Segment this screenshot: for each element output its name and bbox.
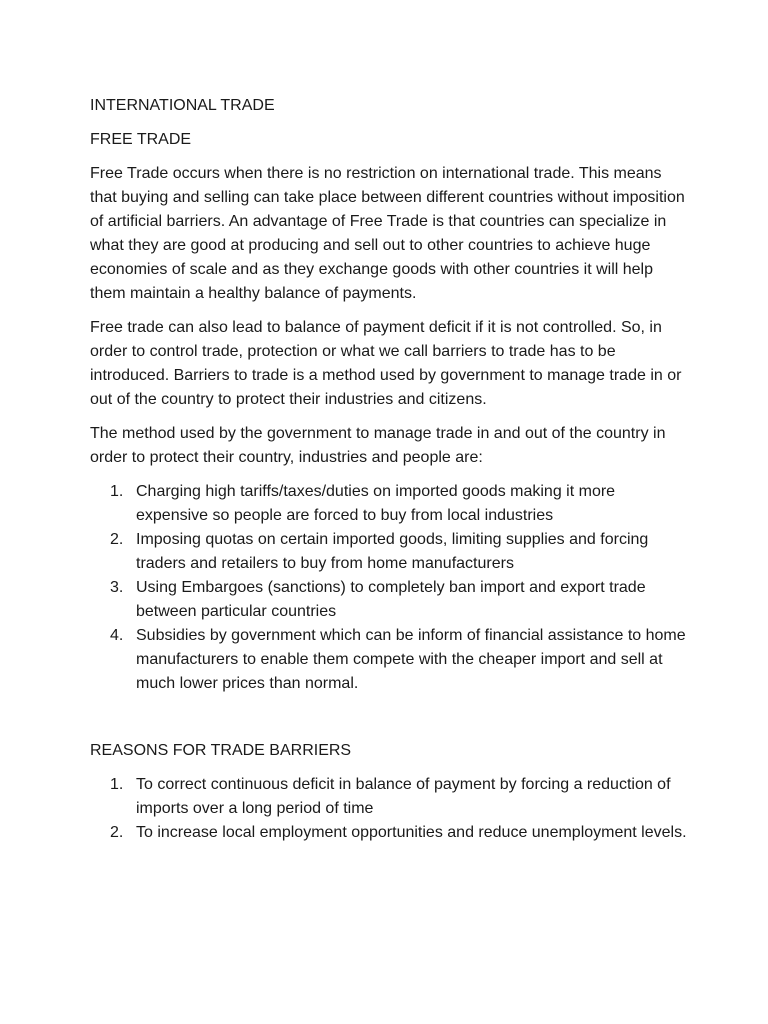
- list-item: [90, 821, 690, 845]
- list-item-number: 2.: [110, 824, 124, 841]
- list-item-text: Subsidies by government which can be inform of financial assistance to home manufacturers to enable them compete with the cheaper import and sell at much lower prices than normal.: [136, 627, 686, 692]
- list-item-number: 1.: [110, 776, 124, 793]
- list-item-number: 4.: [110, 627, 124, 644]
- paragraph-trade-barriers: Free trade can also lead to balance of payment deficit if it is not controlled. So, in order to control trade, protection or what we call barriers to trade has to be introduced. Barriers to trade is a method used by government to manage trade in or out of the country to protect their industries and citizens.: [90, 319, 682, 408]
- list-item-number: 2.: [110, 531, 124, 548]
- list-item: [90, 624, 690, 696]
- reasons-list: [90, 773, 690, 845]
- section-heading-free-trade: FREE TRADE: [90, 131, 192, 148]
- list-item: [90, 576, 690, 624]
- list-item-number: 3.: [110, 579, 124, 596]
- methods-list: [90, 480, 690, 696]
- list-item: [90, 528, 690, 576]
- list-item: [90, 480, 690, 528]
- document-page: [90, 94, 690, 845]
- list-item: [90, 773, 690, 821]
- section-spacer: [90, 696, 690, 739]
- document-title: INTERNATIONAL TRADE: [90, 97, 275, 114]
- list-item-text: Imposing quotas on certain imported goods, limiting supplies and forcing traders and retailers to buy from home manufacturers: [136, 531, 649, 572]
- list-item-text: To correct continuous deficit in balance of payment by forcing a reduction of imports over a long period of time: [136, 776, 671, 817]
- list-item-text: Using Embargoes (sanctions) to completely ban import and export trade between particular countries: [136, 579, 646, 620]
- paragraph-methods-intro: The method used by the government to manage trade in and out of the country in order to protect their country, industries and people are:: [90, 425, 666, 466]
- list-item-text: To increase local employment opportunities and reduce unemployment levels.: [136, 824, 687, 841]
- list-item-number: 1.: [110, 483, 124, 500]
- list-item-text: Charging high tariffs/taxes/duties on imported goods making it more expensive so people are forced to buy from local industries: [136, 483, 616, 524]
- section-heading-reasons: REASONS FOR TRADE BARRIERS: [90, 742, 352, 759]
- paragraph-free-trade-definition: Free Trade occurs when there is no restriction on international trade. This means that buying and selling can take place between different countries without imposition of artificial barriers. An advantage of Free Trade is that countries can specialize in what they are good at producing and sell out to other countries to achieve huge economies of scale and as they exchange goods with other countries it will help them maintain a healthy balance of payments.: [90, 165, 685, 302]
